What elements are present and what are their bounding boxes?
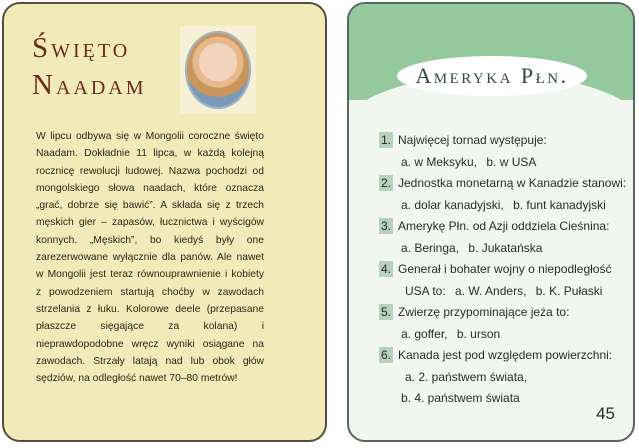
- question-number: 5.: [380, 305, 391, 319]
- question-number: 4.: [380, 262, 391, 276]
- answer-a: a. Beringa,: [401, 241, 460, 255]
- question-item: [379, 347, 629, 409]
- portrait-photo: [180, 26, 256, 114]
- naadam-card: [2, 2, 327, 442]
- quiz-card: [347, 2, 635, 442]
- question-list: [379, 132, 629, 411]
- portrait-oval: [185, 31, 251, 109]
- quiz-title-badge: [397, 56, 587, 96]
- question-number: 3.: [380, 219, 391, 233]
- answers: [379, 324, 629, 345]
- question-number: 1.: [380, 133, 391, 147]
- question-item: [379, 261, 629, 302]
- question-text: Kanada jest pod względem powierzchni:: [398, 348, 613, 362]
- answer-b: b. 4. państwem świata: [401, 391, 520, 405]
- card-body-text: W lipcu odbywa się w Mongolii coroczne święto Naadam. Dokładnie 11 lipca, w każdą kolejną rocznicę rewolucji ludowej. Nazwa pochodzi od mongolskiego słowa naadach, które oznacza „grać, dobrze się bawić”. A składa się z trzech męskich gier – zapasów, łucznictwa i wyścigów konnych. „Męskich”, bo kiedyś były one zarezerwowane wyłącznie dla panów. Ale nawet w Mongolii jest teraz równouprawnienie i kobiety z powodzeniem startują choćby w zawodach strzelania z łuku. Kolorowe deele (przepasane płaszcze sięgające za kolana) i nieprawdopodobne wręcz wyniki osiągane na zawodach. Strzały latają nad lub obok głów sędziów, na odległość nawet 70–80 metrów!: [36, 131, 264, 385]
- page-number: 45: [596, 404, 615, 423]
- card-title: [32, 34, 147, 100]
- answer-b: b. K. Pułaski: [535, 284, 603, 298]
- answers: [379, 152, 629, 173]
- question-number: 2.: [380, 176, 391, 190]
- answer-b: b. funt kanadyjski: [513, 198, 606, 212]
- answer-a: a. dolar kanadyjski,: [401, 198, 504, 212]
- question-text: Zwierzę przypominające jeża to:: [398, 305, 570, 319]
- answers: [379, 238, 629, 259]
- question-text: Amerykę Płn. od Azji oddziela Cieśnina:: [398, 219, 610, 233]
- answer-a: a. W. Anders,: [455, 284, 527, 298]
- answers: [379, 195, 629, 216]
- quiz-title: Ameryka Płn.: [415, 63, 569, 88]
- question-item: [379, 132, 629, 173]
- answers: [379, 281, 629, 302]
- answer-b: b. w USA: [486, 155, 537, 169]
- answer-b: b. urson: [456, 327, 501, 341]
- question-number: 6.: [380, 348, 391, 362]
- question-text: Jednostka monetarną w Kanadzie stanowi:: [398, 176, 627, 190]
- question-text: Najwięcej tornad występuje:: [398, 133, 547, 147]
- answer-b-row: [379, 388, 629, 409]
- answer-b: b. Jukatańska: [468, 241, 543, 255]
- answer-a: a. 2. państwem świata,: [405, 370, 528, 384]
- answer-a: a. w Meksyku,: [401, 155, 478, 169]
- title-line-2: Naadam: [32, 69, 147, 101]
- question-item: [379, 175, 629, 216]
- question-item: [379, 304, 629, 345]
- answer-a: a. goffer,: [401, 327, 448, 341]
- question-continuation: USA to:: [405, 284, 446, 298]
- answer-a-row: [379, 367, 629, 388]
- title-line-1: Święto: [32, 32, 131, 64]
- question-item: [379, 218, 629, 259]
- question-text: Generał i bohater wojny o niepodległość: [398, 262, 612, 276]
